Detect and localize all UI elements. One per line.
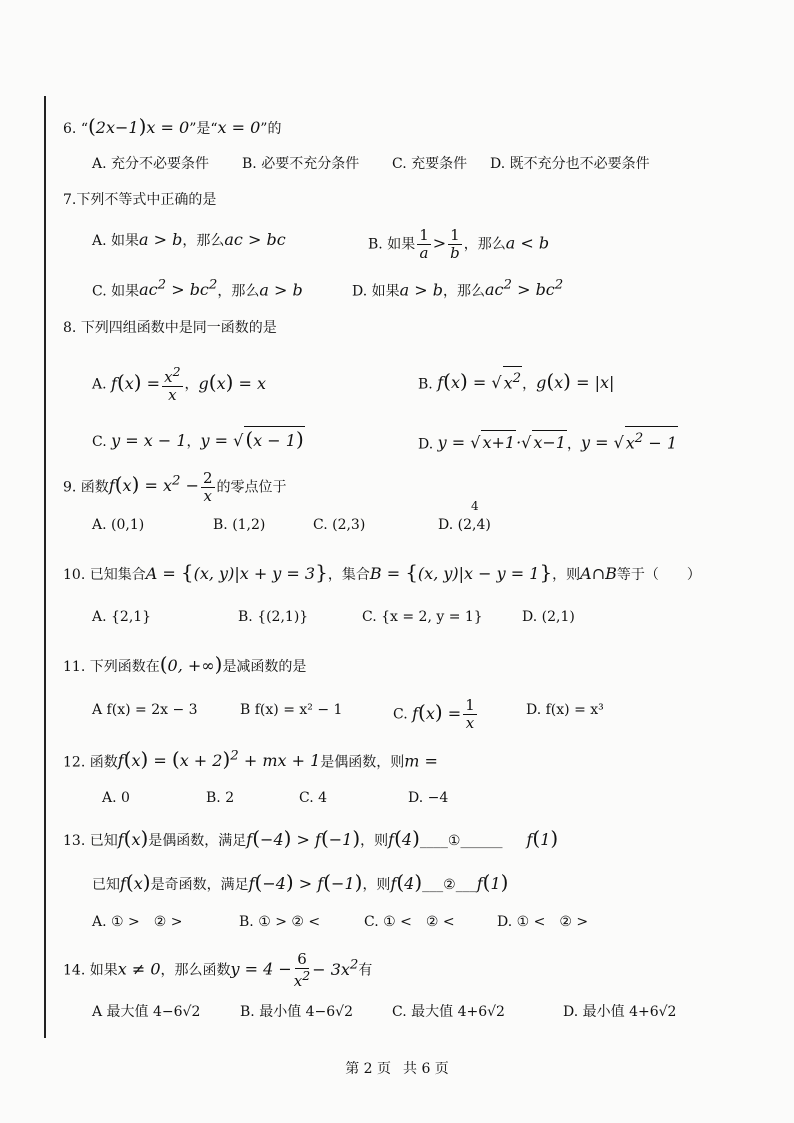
page-number: 第 2 页	[345, 1061, 391, 1077]
question-6	[63, 114, 281, 141]
question-7-option-d[interactable]: D. 如果a > b，那么$ac^2 > bc^2$	[352, 278, 564, 300]
question-13-option-b[interactable]: B. ① > ② <	[239, 914, 321, 930]
question-11-option-a[interactable]: A f(x) = 2x − 3	[92, 702, 198, 718]
binding-margin-line	[44, 96, 46, 1038]
question-9: 9. 函数$f(x) = x^2$ − $\frac{2}{x}$ 的零点位于	[63, 468, 287, 505]
question-7-stem: 下列不等式中正确的是	[76, 192, 217, 208]
question-10-number: 10.	[63, 567, 86, 583]
page-total: 共 6 页	[403, 1061, 449, 1077]
question-14: 14. 如果x ≠ 0，那么函数y = 4 − $\frac{6}{x^2}$ − $3x^2$有	[63, 950, 373, 990]
question-9-option-b[interactable]: B. (1,2)	[213, 517, 266, 533]
question-10-option-b[interactable]: B. {(2,1)}	[238, 609, 309, 625]
question-9-option-a[interactable]: A. (0,1)	[92, 517, 145, 533]
question-12-number: 12.	[63, 754, 86, 771]
question-9-handwritten-mark: 4	[471, 499, 479, 513]
question-6-option-a[interactable]: A. 充分不必要条件	[92, 156, 210, 172]
question-11-option-b[interactable]: B f(x) = x² − 1	[240, 702, 343, 718]
question-6-option-d[interactable]: D. 既不充分也不必要条件	[490, 156, 650, 172]
question-11-option-c[interactable]: C. f(x) = $\frac{1}{x}$	[393, 696, 475, 732]
question-7	[63, 188, 216, 212]
question-8-option-d[interactable]: D. y = √ x+1·√ x−1，y = √ $x^2 - 1$	[418, 426, 678, 456]
question-7-option-a[interactable]: A. 如果a > b，那么ac > bc	[92, 230, 286, 249]
question-12-option-c[interactable]: C. 4	[299, 790, 328, 806]
question-9-number: 9.	[63, 479, 77, 496]
question-14-option-c[interactable]: C. 最大值 4+6√2	[392, 1004, 505, 1020]
question-8-number: 8.	[63, 320, 77, 336]
question-6-option-c[interactable]: C. 充要条件	[392, 156, 468, 172]
question-14-option-a[interactable]: A 最大值 4−6√2	[92, 1004, 201, 1020]
question-12-option-a[interactable]: A. 0	[102, 790, 130, 806]
question-13-line-1: 13. 已知f(x)是偶函数，满足f(−4) > f(−1)，则f(4)____①______ f(1)	[63, 826, 559, 850]
question-10-option-c[interactable]: C. {x = 2, y = 1}	[362, 609, 483, 625]
question-11: 11. 下列函数在(0, +∞)是减函数的是	[63, 652, 307, 676]
question-7-option-c[interactable]: C. 如果$ac^2 > bc^2$，那么a > b	[92, 278, 303, 300]
question-8-option-a[interactable]: A. f(x) = $\frac{x^2}{x}$ ，g(x) = x	[92, 364, 267, 404]
question-13-line-2: 已知f(x)是奇函数，满足f(−4) > f(−1)，则f(4)___②___f(1)	[92, 870, 509, 894]
question-10: 10. 已知集合A = {(x, y)|x + y = 3}，集合B = {(x, y)|x − y = 1}，则A∩B等于（ ）	[63, 560, 701, 584]
question-6-stem: “(2x−1)x = 0”是“x = 0”的	[80, 114, 282, 138]
question-10-option-d[interactable]: D. (2,1)	[522, 609, 575, 625]
question-13-option-a[interactable]: A. ① > ② >	[92, 914, 183, 930]
question-14-option-d[interactable]: D. 最小值 4+6√2	[563, 1004, 677, 1020]
question-14-number: 14.	[63, 962, 86, 979]
question-8-stem: 下列四组函数中是同一函数的是	[80, 320, 277, 336]
question-9-option-d[interactable]: D. (2,4)	[438, 517, 491, 533]
question-6-option-b[interactable]: B. 必要不充分条件	[242, 156, 360, 172]
question-8-option-b[interactable]: B. f(x) = √ $x^2$，g(x) = |x|	[418, 366, 614, 396]
question-13-option-d[interactable]: D. ① < ② >	[497, 914, 589, 930]
question-12-option-b[interactable]: B. 2	[206, 790, 235, 806]
question-12: 12. 函数$f(x) = (x + 2)^2$ + mx + 1是偶函数，则m =	[63, 747, 438, 772]
question-8-option-c[interactable]: C. y = x − 1，y = √ (x − 1)	[92, 427, 304, 451]
question-11-number: 11.	[63, 659, 86, 675]
question-14-option-b[interactable]: B. 最小值 4−6√2	[240, 1004, 354, 1020]
question-6-number: 6.	[63, 121, 77, 137]
question-9-option-c[interactable]: C. (2,3)	[313, 517, 366, 533]
question-7-number: 7.	[63, 192, 77, 208]
question-13-number: 13.	[63, 833, 86, 849]
question-7-option-b[interactable]: B. 如果 $\frac{1}{a}$ > $\frac{1}{b}$ ，那么a < b	[368, 226, 550, 262]
question-8	[63, 316, 277, 340]
question-11-option-d[interactable]: D. f(x) = x³	[526, 702, 604, 718]
question-12-option-d[interactable]: D. −4	[408, 790, 449, 806]
question-10-option-a[interactable]: A. {2,1}	[92, 609, 152, 625]
question-13-option-c[interactable]: C. ① < ② <	[364, 914, 455, 930]
page-footer	[0, 1058, 794, 1078]
